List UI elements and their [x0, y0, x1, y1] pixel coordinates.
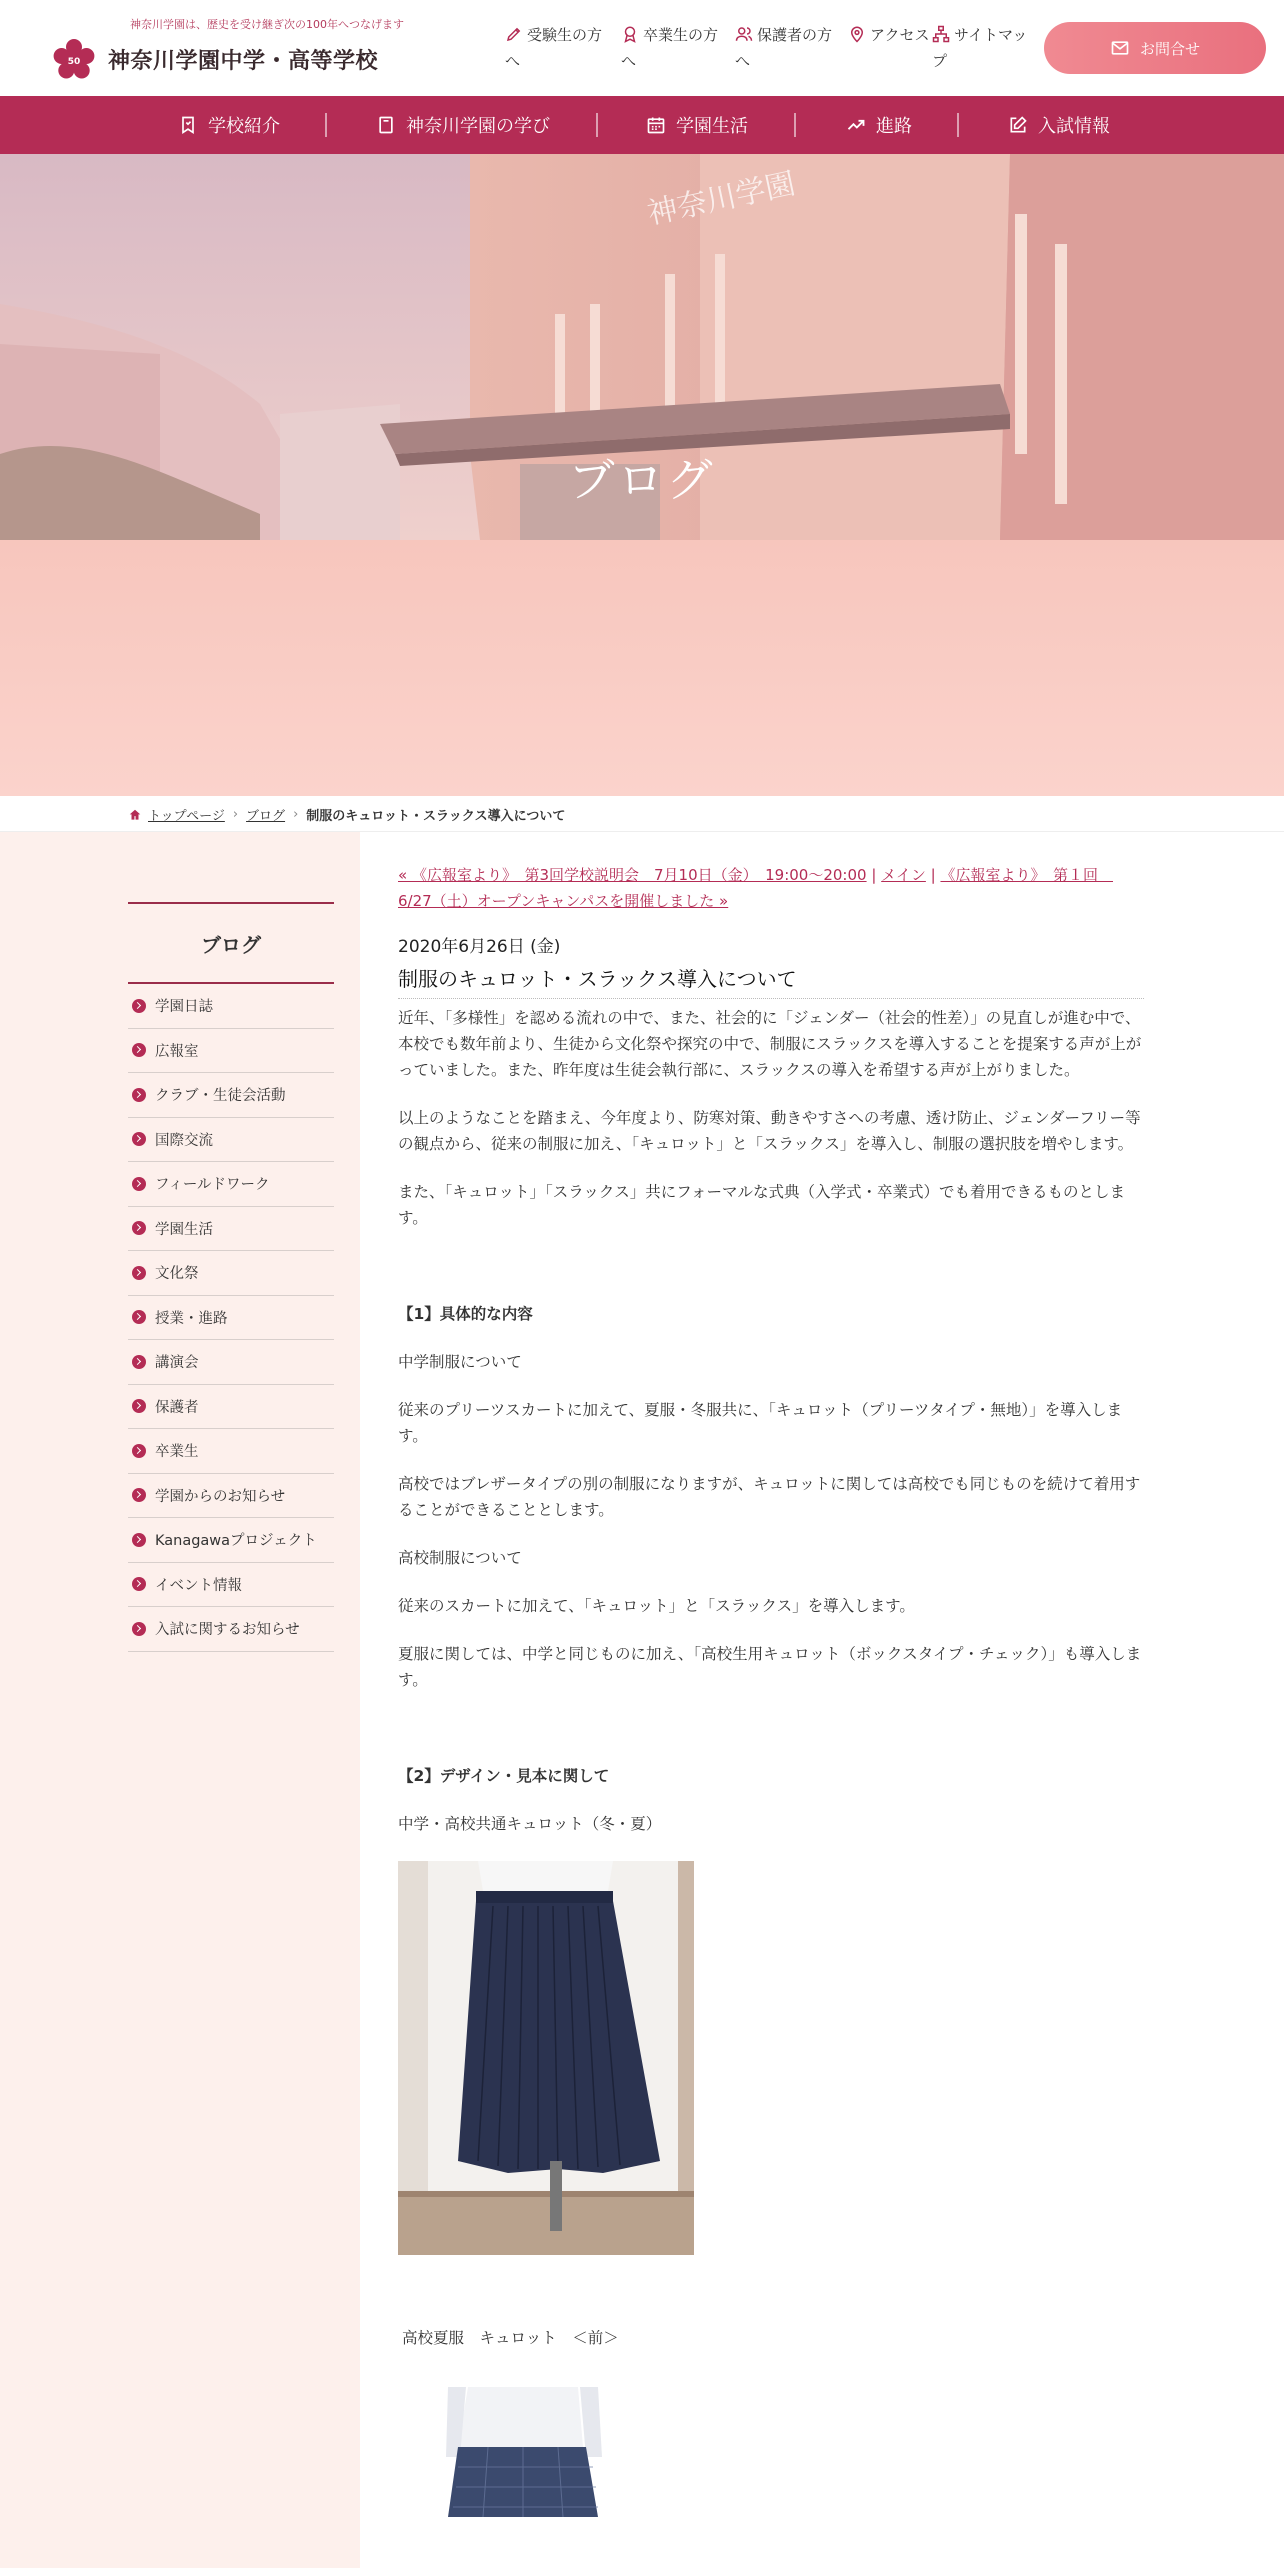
- nav-divider: [596, 113, 598, 137]
- category-label: 講演会: [155, 1355, 199, 1372]
- map-pin-icon: [848, 25, 866, 43]
- nav-divider: [794, 113, 796, 137]
- section-heading: 【2】デザイン・見本に関して: [398, 1767, 610, 1785]
- post-paragraph: 従来のプリーツスカートに加えて、夏服・冬服共に、「キュロット（プリーツタイプ・無地）」を導入します。: [398, 1401, 1123, 1445]
- book-icon: [376, 115, 396, 135]
- category-label: クラブ・生徒会活動: [155, 1088, 286, 1105]
- bookmark-icon: [178, 115, 198, 135]
- nav-label: 学園生活: [676, 116, 748, 137]
- category-item[interactable]: [128, 1029, 334, 1074]
- category-label: 国際交流: [155, 1132, 213, 1149]
- main-nav: [0, 96, 1284, 154]
- breadcrumb-current: 制服のキュロット・スラックス導入について: [306, 809, 566, 824]
- category-item[interactable]: [128, 1296, 334, 1341]
- category-label: 学園生活: [155, 1221, 213, 1238]
- util-label: 卒業生の方へ: [621, 26, 719, 70]
- svg-text:50: 50: [67, 57, 81, 67]
- contact-button[interactable]: [1044, 22, 1266, 74]
- post-paragraph: 以上のようなことを踏まえ、今年度より、防寒対策、動きやすさへの考慮、透け防止、ジェンダーフリー等の観点から、従来の制服に加え、「キュロット」と「スラックス」を導入し、制服の選択肢を増やします。: [398, 1109, 1141, 1153]
- util-link-alumni[interactable]: [621, 22, 731, 74]
- sitemap-icon: [932, 25, 950, 43]
- category-label: Kanagawaプロジェクト: [155, 1533, 317, 1550]
- arrow-circle-icon: [132, 1221, 146, 1235]
- util-link-access[interactable]: [848, 22, 930, 48]
- arrow-circle-icon: [132, 1355, 146, 1369]
- users-icon: [735, 25, 753, 43]
- arrow-circle-icon: [132, 1266, 146, 1280]
- category-item[interactable]: [128, 1474, 334, 1519]
- main-link[interactable]: メイン: [881, 866, 926, 884]
- category-item[interactable]: [128, 1207, 334, 1252]
- util-link-sitemap[interactable]: [932, 22, 1040, 74]
- util-label: 受験生の方へ: [505, 26, 603, 70]
- prev-post-link[interactable]: « 《広報室より》 第3回学校説明会 7月10日（金） 19:00～20:00: [398, 866, 867, 884]
- building-sign: 神奈川学園: [644, 166, 799, 232]
- arrow-circle-icon: [132, 1444, 146, 1458]
- post-paragraph: 高校制服について: [398, 1549, 522, 1567]
- nav-item-career[interactable]: [846, 96, 912, 154]
- category-label: 卒業生: [155, 1444, 199, 1461]
- category-item[interactable]: [128, 1385, 334, 1430]
- post-paragraph: 夏服に関しては、中学と同じものに加え、「高校生用キュロット（ボックスタイプ・チェック）」も導入します。: [398, 1645, 1142, 1689]
- post-paragraph: 近年、「多様性」を認める流れの中で、また、社会的に「ジェンダー（社会的性差）」の見直しが進む中で、本校でも数年前より、生徒から文化祭や探究の中で、制服にスラックスを導入することを提案する声が上がっていました。また、昨年度は生徒会執行部に、スラックスの導入を希望する声が上がりました。: [398, 1009, 1142, 1079]
- util-label: 保護者の方へ: [735, 26, 833, 70]
- post-pager: « 《広報室より》 第3回学校説明会 7月10日（金） 19:00～20:00 | メイン | 《広報室より》 第１回 6/27（土）オープンキャンパスを開催しました »: [398, 866, 1113, 910]
- category-label: 入試に関するお知らせ: [155, 1622, 300, 1639]
- post-paragraph: 高校夏服 キュロット ＜前＞: [402, 2329, 619, 2347]
- arrow-circle-icon: [132, 1622, 146, 1636]
- tagline: 神奈川学園は、歴史を受け継ぎ次の100年へつなげます: [130, 18, 404, 31]
- nav-item-learning[interactable]: [376, 96, 550, 154]
- page-title: ブログ: [568, 453, 716, 507]
- arrow-circle-icon: [132, 1177, 146, 1191]
- home-icon: [128, 808, 142, 822]
- summer-culottes-image: [398, 2387, 694, 2517]
- category-item[interactable]: [128, 984, 334, 1029]
- category-item[interactable]: [128, 1518, 334, 1563]
- category-label: 文化祭: [155, 1266, 199, 1283]
- category-item[interactable]: [128, 1118, 334, 1163]
- award-icon: [621, 25, 639, 43]
- breadcrumb-separator: ›: [293, 807, 299, 822]
- hero-pink-band: [0, 540, 1284, 796]
- post-paragraph: また、「キュロット」「スラックス」共にフォーマルな式典（入学式・卒業式）でも着用できるものとします。: [398, 1183, 1125, 1227]
- post-paragraph: 従来のスカートに加えて、「キュロット」と「スラックス」を導入します。: [398, 1597, 915, 1615]
- nav-label: 神奈川学園の学び: [406, 116, 550, 137]
- nav-item-school-life[interactable]: [646, 96, 748, 154]
- category-label: フィールドワーク: [155, 1177, 270, 1194]
- culottes-image: [398, 1861, 694, 2255]
- section-heading: 【1】具体的な内容: [398, 1305, 533, 1323]
- category-label: 授業・進路: [155, 1310, 228, 1327]
- category-item[interactable]: [128, 1340, 334, 1385]
- arrow-circle-icon: [132, 1088, 146, 1102]
- breadcrumb: [0, 796, 1284, 832]
- arrow-circle-icon: [132, 1399, 146, 1413]
- breadcrumb-blog-link[interactable]: ブログ: [246, 809, 286, 824]
- category-item[interactable]: [128, 1251, 334, 1296]
- post-title: 制服のキュロット・スラックス導入について: [398, 966, 1144, 999]
- blog-sidebar: [128, 902, 334, 1652]
- arrow-circle-icon: [132, 999, 146, 1013]
- category-label: 学園からのお知らせ: [155, 1488, 286, 1505]
- util-link-parents[interactable]: [735, 22, 845, 74]
- arrow-circle-icon: [132, 1577, 146, 1591]
- nav-divider: [957, 113, 959, 137]
- nav-item-admission[interactable]: [1008, 96, 1110, 154]
- nav-item-about[interactable]: [178, 96, 280, 154]
- nav-label: 進路: [876, 116, 912, 137]
- util-link-applicants[interactable]: [505, 22, 615, 74]
- edit-icon: [1008, 115, 1028, 135]
- hero-banner: [0, 154, 1284, 540]
- site-header: [0, 0, 1284, 96]
- nav-divider: [325, 113, 327, 137]
- blog-post: [398, 862, 1144, 2517]
- arrow-circle-icon: [132, 1488, 146, 1502]
- post-paragraph: 高校ではブレザータイプの別の制服になりますが、キュロットに関しては高校でも同じものを続けて着用することができることとします。: [398, 1475, 1141, 1519]
- utility-nav: [500, 22, 1040, 82]
- summer-culottes-photo[interactable]: [398, 2387, 694, 2517]
- arrow-circle-icon: [132, 1310, 146, 1324]
- arrow-circle-icon: [132, 1132, 146, 1146]
- calendar-icon: [646, 115, 666, 135]
- category-item[interactable]: [128, 1162, 334, 1207]
- category-label: 広報室: [155, 1043, 199, 1060]
- nav-label: 学校紹介: [208, 116, 280, 137]
- sidebar-title: ブログ: [128, 902, 334, 984]
- school-emblem-icon: [52, 38, 96, 82]
- breadcrumb-home-link[interactable]: トップページ: [148, 809, 225, 824]
- mail-icon: [1110, 38, 1130, 58]
- next-post-link[interactable]: 《広報室より》 第１回 6/27（土）オープンキャンパスを開催しました »: [398, 866, 1113, 910]
- school-name: 神奈川学園中学・高等学校: [108, 49, 379, 74]
- arrow-circle-icon: [132, 1043, 146, 1057]
- category-label: 学園日誌: [155, 999, 213, 1016]
- nav-label: 入試情報: [1038, 116, 1110, 137]
- util-label: アクセス: [870, 26, 930, 44]
- arrow-circle-icon: [132, 1533, 146, 1547]
- culottes-photo[interactable]: [398, 1861, 694, 2255]
- category-item[interactable]: [128, 1073, 334, 1118]
- category-item[interactable]: [128, 1429, 334, 1474]
- breadcrumb-separator: ›: [232, 807, 239, 822]
- post-paragraph: 中学制服について: [398, 1353, 522, 1371]
- pencil-icon: [505, 25, 523, 43]
- category-list: [128, 984, 334, 1652]
- post-date: 2020年6月26日 (金): [398, 937, 561, 957]
- category-item[interactable]: [128, 1563, 334, 1608]
- category-label: 保護者: [155, 1399, 199, 1416]
- contact-label: お問合せ: [1139, 39, 1200, 58]
- trend-icon: [846, 115, 866, 135]
- util-label: サイトマップ: [932, 26, 1028, 70]
- category-item[interactable]: [128, 1607, 334, 1652]
- category-label: イベント情報: [155, 1577, 242, 1594]
- post-paragraph: 中学・高校共通キュロット（冬・夏）: [398, 1815, 662, 1833]
